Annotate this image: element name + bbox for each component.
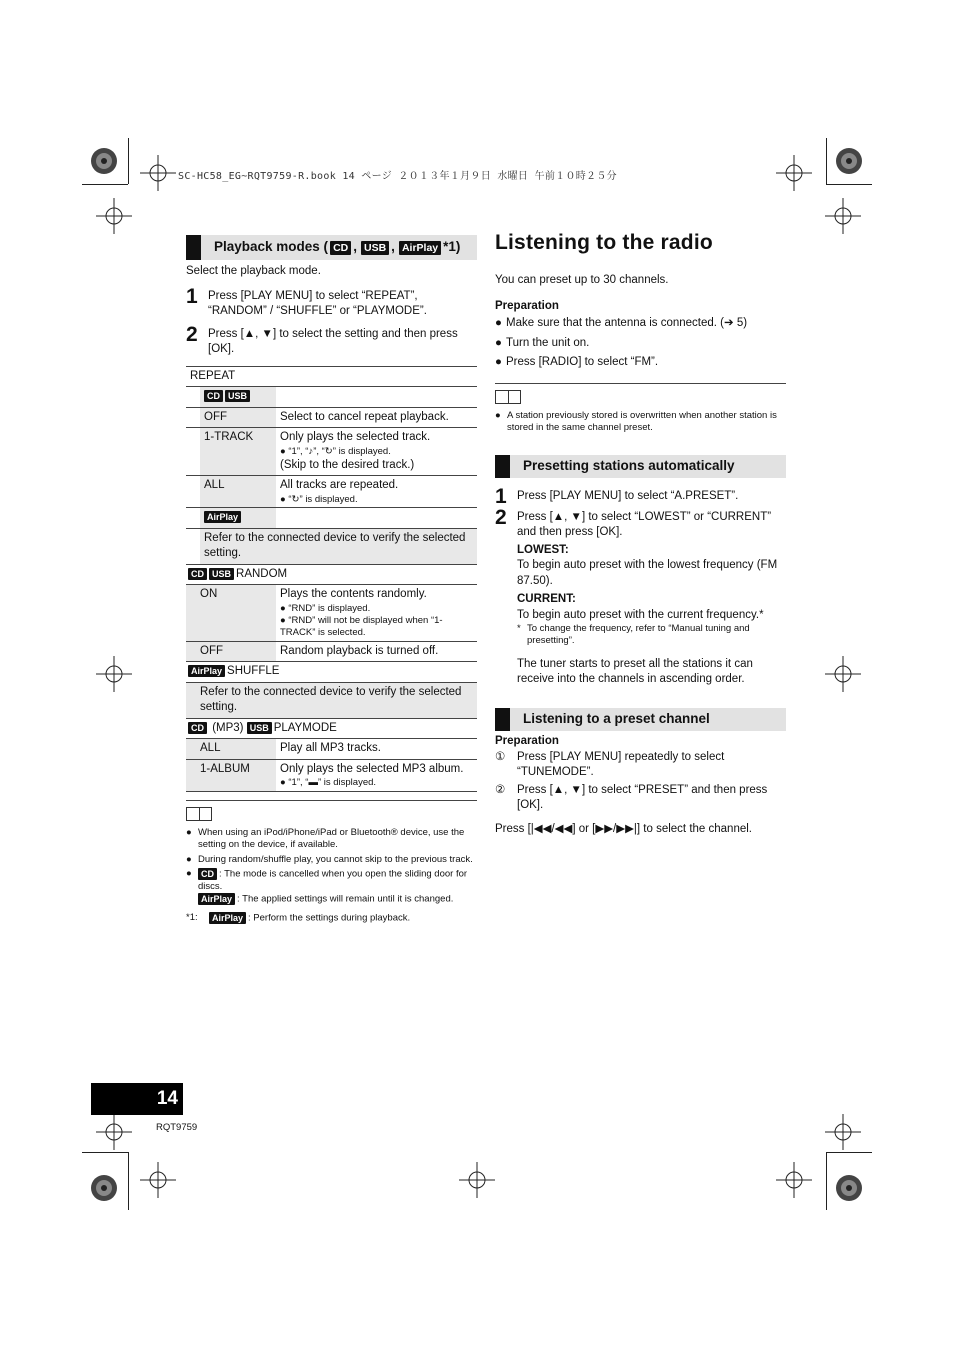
bullet: ● [186,868,192,880]
crosshair-icon [140,1162,176,1198]
repeat-label: REPEAT [190,369,236,382]
cd-badge: CD [188,568,207,580]
step-number: 1 [186,284,198,308]
airplay-badge: AirPlay [399,241,441,255]
radio-note [495,383,786,435]
list-item [186,854,477,866]
list-item [495,750,786,781]
mode-name: OFF [200,407,276,428]
heading-text: Listening to a preset channel [523,711,710,727]
bullet: ● [495,356,502,369]
usb-badge: USB [247,722,272,734]
step-text: Press [▲, ▼] to select “LOWEST” or “CURRENT” and then press [OK]. [517,510,772,539]
step-2 [495,507,786,541]
crop-line [826,138,827,184]
preset-channel-heading [495,708,786,731]
crosshair-icon [96,198,132,234]
shuffle-note: Refer to the connected device to verify the selected setting. [186,682,477,718]
mode-name: 1-TRACK [200,428,276,476]
right-column [495,229,786,837]
airplay-badge: AirPlay [209,912,246,924]
prep-text: Make sure that the antenna is connected. (➔ 5) [506,317,748,330]
book-note-icon [495,390,521,404]
step-text: Press [PLAY MENU] to select “REPEAT”, “RANDOM” / “SHUFFLE” or “PLAYMODE”. [208,289,427,318]
crop-line [826,184,872,185]
cd-usb-badges [200,387,276,408]
radio-intro: You can preset up to 30 channels. [495,274,669,287]
table-row [186,641,477,662]
heading-text: Presetting stations automatically [523,458,735,473]
usb-badge: USB [361,241,389,255]
step-number: 1 [495,484,507,508]
separator: , [353,239,357,255]
prep-text: Press [▲, ▼] to select “PRESET” and then press [OK]. [517,783,768,812]
list-item [495,336,786,352]
crosshair-icon [825,656,861,692]
mode-desc-cell [276,759,477,791]
shuffle-header [186,662,477,683]
table-row [186,759,477,791]
option-desc: To begin auto preset with the current frequency.* [517,608,764,621]
crosshair-icon [825,198,861,234]
crosshair-icon [96,656,132,692]
airplay-badge-cell [200,508,276,529]
book-note-icon [186,807,212,821]
crosshair-icon [776,155,812,191]
crosshair-icon [825,1114,861,1150]
heading-bar [495,708,510,731]
print-header: SC-HC58_EG~RQT9759-R.book 14 ページ ２０１３年１月９日 水曜日 午前１０時２５分 [178,171,617,182]
document-code: RQT9759 [156,1122,198,1133]
airplay-note: Refer to the connected device to verify the selected setting. [200,528,477,564]
footnote-text: To change the frequency, refer to “Manual tuning and presetting”. [527,623,750,647]
cd-badge: CD [188,722,207,734]
note-text: When using an iPod/iPhone/iPad or Bluetooth® device, use the setting on the device, if available. [198,827,465,851]
registration-mark-icon [833,145,865,177]
page-title: Listening to the radio [495,231,713,254]
registration-mark-icon [88,1172,120,1204]
crosshair-icon [459,1162,495,1198]
step-2 [186,324,477,358]
playback-modes-heading [186,235,477,260]
list-item [495,355,786,371]
step-text: Press [▲, ▼] to select the setting and then press [OK]. [208,327,458,356]
mode-skip: (Skip to the desired track.) [280,458,415,471]
table-row [186,407,477,428]
step-number: 2 [495,505,507,529]
crosshair-icon [776,1162,812,1198]
heading-bar [495,455,510,478]
cd-badge: CD [204,390,223,402]
separator: , [391,239,395,255]
random-header [186,564,477,585]
mode-desc-cell [276,428,477,476]
mode-desc-cell [276,476,477,508]
mode-desc: Plays the contents randomly. [280,588,427,601]
table-row [186,682,477,718]
airplay-badge: AirPlay [188,665,225,677]
table-row [186,428,477,476]
auto-tail-text: The tuner starts to preset all the stations it can receive into the channels in ascending order. [517,657,753,686]
mode-desc: Play all MP3 tracks. [280,742,381,755]
mode-desc: All tracks are repeated. [280,479,399,492]
step-text: Press [PLAY MENU] to select “A.PRESET”. [517,489,739,502]
prep-text: Turn the unit on. [506,336,590,349]
list-item [495,410,786,435]
registration-mark-icon [833,1172,865,1204]
playback-modes-table [186,366,477,793]
mode-name: OFF [186,641,276,662]
crosshair-icon [140,155,176,191]
table-row [186,508,477,529]
table-row [186,387,477,408]
footnote-mark: * [517,623,521,635]
page-number: 14 [91,1083,183,1115]
preset-final-text: Press [|◀◀/◀◀] or [▶▶/▶▶|] to select the channel. [495,822,752,835]
option-label: LOWEST: [517,543,569,556]
step-1 [495,486,786,507]
heading-suffix: *1) [443,239,461,255]
cd-badge: CD [330,241,351,255]
playmode-header [186,718,477,739]
mode-sub-text: “1”, “▬” is displayed. [288,777,377,789]
step-circle: ② [495,783,506,796]
mode-sub: ● “RND” will not be displayed when “1-TRACK” is selected. [280,614,443,638]
table-row [186,476,477,508]
mode-sub-text: “RND” is displayed. [288,603,371,614]
preparation-label: Preparation [495,735,559,747]
crop-line [128,1152,129,1210]
mode-desc-cell [276,585,477,641]
note-body: : The mode is cancelled when you open the sliding door for discs. [198,868,468,892]
mode-name: ON [186,585,276,641]
usb-badge: USB [225,390,250,402]
preparation-label: Preparation [495,299,559,312]
step-circle: ① [495,750,506,763]
note-body: : The applied settings will remain until it is changed. [237,893,454,905]
crop-line [82,1152,128,1153]
notes-section [186,800,477,925]
table-row [186,366,477,387]
mode-desc: Only plays the selected track. [280,431,431,444]
table-row [186,662,477,683]
mp3-label: (MP3) [212,721,244,734]
table-row [186,564,477,585]
mode-name: ALL [200,476,276,508]
mode-sub: ● “1”, “▬” is displayed. [280,777,377,789]
footnote-text [209,912,410,925]
mode-name: ALL [186,739,276,760]
option-label: CURRENT: [517,593,576,606]
playmode-label: PLAYMODE [273,721,337,734]
mode-sub-text: “RND” will not be displayed when “1-TRACK” is selected. [280,614,443,638]
table-row [186,585,477,641]
bullet: ● [495,409,501,421]
note-text [198,868,477,906]
step-1 [186,286,477,320]
mode-sub: ● “↻” is displayed. [280,493,358,505]
list-item [495,783,786,814]
list-item [495,316,786,332]
table-row [186,528,477,564]
table-row [186,718,477,739]
bullet: ● [186,827,192,839]
crosshair-icon [96,1114,132,1150]
footnote-body: : Perform the settings during playback. [248,912,411,924]
mode-name: 1-ALBUM [186,759,276,791]
bullet: ● [495,317,502,330]
option-footnote [517,623,786,647]
shuffle-label: SHUFFLE [227,665,280,678]
airplay-badge: AirPlay [204,511,241,523]
presetting-auto-heading [495,455,786,478]
note-text: During random/shuffle play, you cannot skip to the previous track. [198,853,473,865]
usb-badge: USB [209,568,234,580]
crop-line [82,184,128,185]
note-text: A station previously stored is overwritten when another station is stored in the same channel preset. [507,409,777,434]
playback-intro: Select the playback mode. [186,265,321,277]
bullet: ● [495,336,502,349]
airplay-badge: AirPlay [198,893,235,905]
registration-mark-icon [88,145,120,177]
mode-desc: Select to cancel repeat playback. [280,410,449,423]
prep-text: Press [RADIO] to select “FM”. [506,356,659,369]
footnote-mark: *1: [186,912,198,924]
option-desc: To begin auto preset with the lowest frequency (FM 87.50). [517,559,778,587]
cd-badge: CD [198,868,217,880]
mode-sub-text: “↻” is displayed. [288,493,358,505]
heading-text: Playback modes ( [214,239,329,255]
mode-desc: Random playback is turned off. [280,644,439,657]
crop-line [826,1152,827,1210]
notes-list [495,410,786,435]
heading-bar [186,235,201,260]
list-item [186,827,477,852]
random-label: RANDOM [236,567,288,580]
mode-sub: ● “1”, “♪”, “↻” is displayed. [280,445,391,457]
step-number: 2 [186,322,198,346]
prep-text: Press [PLAY MENU] repeatedly to select “TUNEMODE”. [517,750,725,779]
notes-list [186,827,477,906]
crop-line [826,1152,872,1153]
table-row [186,739,477,760]
mode-desc: Only plays the selected MP3 album. [280,762,464,775]
left-column [186,235,477,925]
mode-sub-text: “1”, “♪”, “↻” is displayed. [288,445,391,457]
list-item [186,868,477,906]
footnote [186,912,477,925]
mode-sub: ● “RND” is displayed. [280,603,371,614]
auto-options [495,543,786,688]
bullet: ● [186,853,192,865]
crop-line [128,138,129,184]
